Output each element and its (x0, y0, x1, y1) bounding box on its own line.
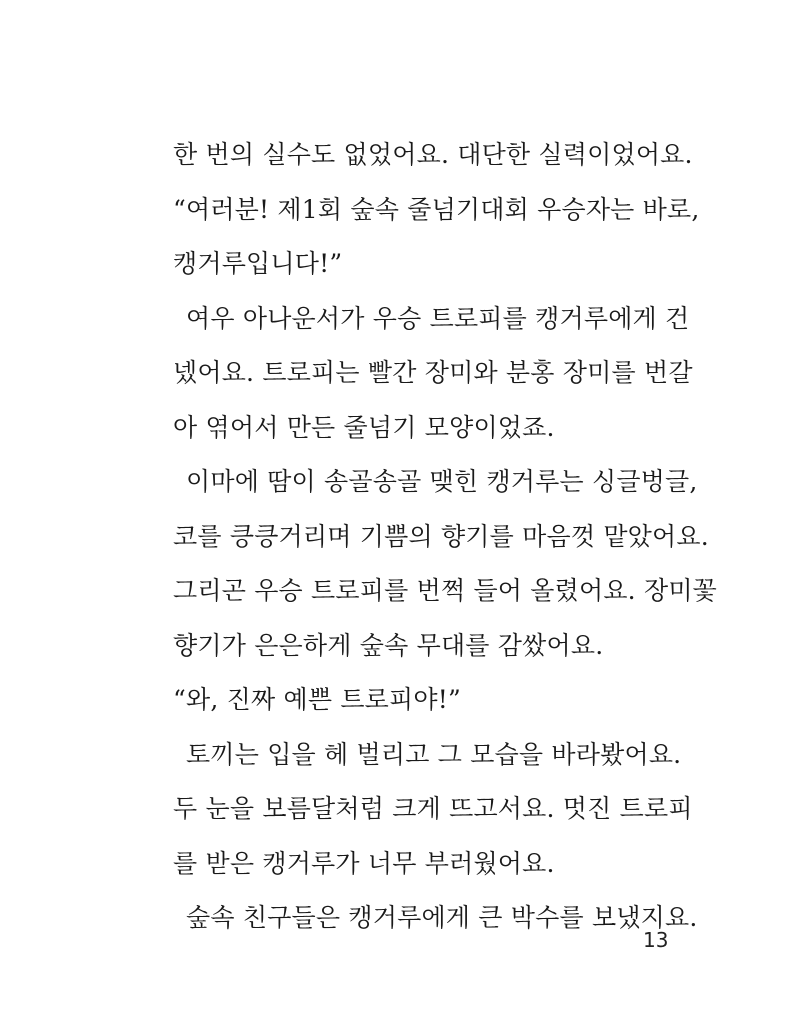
text-line: 아 엮어서 만든 줄넘기 모양이었죠. (173, 412, 555, 442)
text-line: 그리곤 우승 트로피를 번쩍 들어 올렸어요. 장미꽃 (173, 576, 718, 605)
text-line: 넸어요. 트로피는 빨간 장미와 분홍 장미를 번갈 (173, 358, 693, 387)
page-number: 13 (643, 928, 669, 952)
text-line: “와, 진짜 예쁜 트로피야!” (173, 685, 461, 714)
text-line: 향기가 은은하게 숲속 무대를 감쌌어요. (173, 630, 604, 660)
text-line: 코를 킁킁거리며 기쁨의 향기를 마음껏 맡았어요. (173, 521, 709, 551)
text-line: 를 받은 캥거루가 너무 부러웠어요. (173, 848, 555, 878)
text-line: 여우 아나운서가 우승 트로피를 캥거루에게 건 (186, 303, 690, 333)
text-line: 숲속 친구들은 캥거루에게 큰 박수를 보냈지요. (186, 903, 698, 932)
text-line: 캥거루입니다!” (173, 249, 343, 278)
text-line: 토끼는 입을 헤 벌리고 그 모습을 바라봤어요. (186, 739, 682, 769)
text-line: 한 번의 실수도 없었어요. 대단한 실력이었어요. (173, 140, 693, 169)
text-line: “여러분! 제1회 숲속 줄넘기대회 우승자는 바로, (173, 194, 700, 224)
text-line: 두 눈을 보름달처럼 크게 뜨고서요. 멋진 트로피 (173, 794, 693, 823)
text-line: 이마에 땀이 송골송골 맺힌 캥거루는 싱글벙글, (186, 467, 698, 496)
body-text (173, 128, 718, 946)
